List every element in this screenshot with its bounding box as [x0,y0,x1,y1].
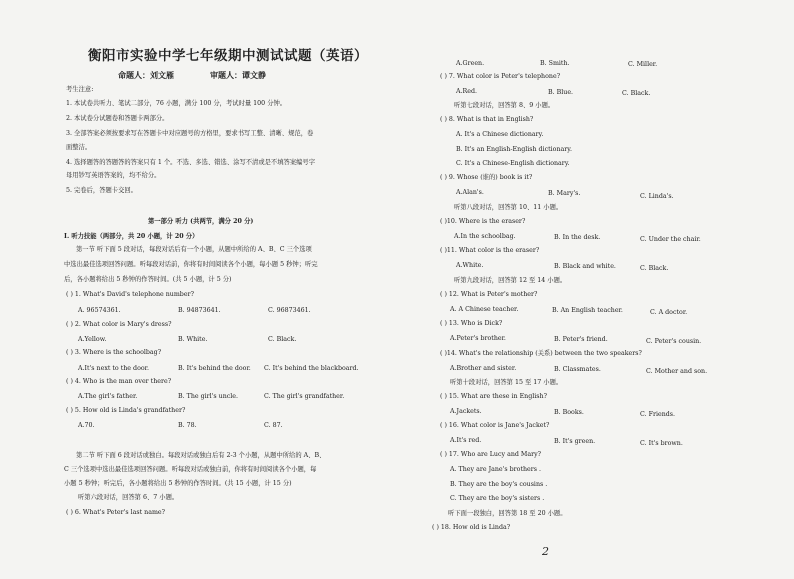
question-stem: ( ) 1. What's David's telephone number? [66,291,194,298]
option-c: C. Black. [640,265,669,272]
notice-line: 3. 全部答案必须按要求写在答题卡中对应题号的方格里，要求书写工整、清晰、规范，卷 [66,130,314,137]
option-b: B. White. [178,336,208,343]
page-number: 2 [542,545,549,558]
section2-intro: 第二节 听下面 6 段对话或独白。每段对话或独白后有 2-3 个小题，从题中所给的 A、B、 [76,452,326,459]
question-stem: ( ) 18. How old is Linda? [432,524,511,531]
option-a: A.Red. [456,88,478,95]
option-a: A.In the schoolbag. [454,233,516,240]
option-b: B. The girl's uncle. [178,393,239,400]
notice-line: 5. 完卷后，答题卡交回。 [66,187,137,194]
option-b: B. They are the boy's cousins . [450,481,548,488]
question-stem: ( ) 8. What is that in English? [440,116,534,123]
option-c: C. Peter's cousin. [646,338,702,345]
option-a: A.Jackets. [450,408,482,415]
question-stem: ( ) 6. What's Peter's last name? [66,509,166,516]
option-b: B. Classmates. [554,366,601,373]
option-c: C. It's a Chinese-English dictionary. [456,160,570,167]
option-a: A. It's a Chinese dictionary. [456,131,544,138]
option-a: A.The girl's father. [78,393,138,400]
option-c: C. They are the boy's sisters . [450,495,545,502]
question-stem: ( )14. What's the relationship (关系) between the two speakers? [440,350,642,357]
option-b: B. 78. [178,422,197,429]
listening-instruction: 听下面一段独白，回答第 18 至 20 小题。 [448,510,567,517]
listening-instruction: 听第六段对话，回答第 6、7 小题。 [78,494,179,501]
option-b: B. Smith. [540,60,570,67]
question-stem: ( )11. What color is the eraser? [440,247,540,254]
option-b: B. Books. [554,409,584,416]
option-b: B. It's green. [554,438,596,445]
option-b: B. In the desk. [554,234,601,241]
option-a: A.Green. [456,60,485,67]
option-a: A.70. [78,422,95,429]
listening-instruction: 听第七段对话，回答第 8、9 小题。 [454,102,555,109]
notice-line: 面整洁。 [66,144,92,151]
option-a: A.Yellow. [78,336,107,343]
question-stem: ( )10. Where is the eraser? [440,218,526,225]
option-c: C. Mother and son. [646,368,708,375]
section1-title: Ⅰ. 听力技能（两部分，共 20 小题，计 20 分） [64,233,199,240]
option-c: C. Black. [622,90,651,97]
question-stem: ( ) 13. Who is Dick? [440,320,503,327]
section1-intro: 后，各小题将给出 5 秒钟的作答时间。(共 5 小题，计 5 分) [64,276,232,283]
notice-title: 考生注意: [66,86,94,93]
section2-intro: C 三个选项中选出最佳选项回答问题。听每段对话或独白前，你将有时间阅读各个小题，每 [64,466,317,473]
question-stem: ( ) 12. What is Peter's mother? [440,291,538,298]
option-b: B. Black and white. [554,263,616,270]
section1-intro: 中选出最佳选项回答问题。听每段对话前，你将有时间阅读各个小题，每小题 5 秒钟；听完 [64,261,318,268]
option-c: C. 96873461. [268,307,311,314]
option-a: A.White. [456,262,484,269]
option-c: C. The girl's grandfather. [264,393,345,400]
option-a: A. A Chinese teacher. [450,306,519,313]
question-stem: ( ) 9. Whose (谁的) book is it? [440,174,533,181]
option-c: C. Friends. [640,411,676,418]
part1-header: 第一部分 听力 (共两节，满分 20 分) [148,218,254,225]
question-setter: 命题人：刘文雁 [118,70,174,80]
option-c: C. It's brown. [640,440,683,447]
question-stem: ( ) 16. What color is Jane's Jacket? [440,422,550,429]
option-a: A. 96574361. [78,307,121,314]
section2-intro: 小题 5 秒钟；听完后，各小题将给出 5 秒钟的作答时间。(共 15 小题，计 15 分) [64,480,292,487]
option-c: C. It's behind the blackboard. [264,365,359,372]
listening-instruction: 听第九段对话，回答第 12 至 14 小题。 [454,277,567,284]
option-a: A.Alan's. [456,189,484,196]
question-stem: ( ) 7. What color is Peter's telephone? [440,73,561,80]
notice-line: 2. 本试卷分试题卷和答题卡两部分。 [66,115,169,122]
option-a: A.Brother and sister. [450,365,517,372]
listening-instruction: 听第八段对话，回答第 10、11 小题。 [454,204,563,211]
option-a: A.It's red. [450,437,482,444]
notice-line: 1. 本试卷共听力、笔试二部分，76 小题，满分 100 分，考试时量 100 分钟。 [66,100,287,107]
option-a: A. They are Jane's brothers . [450,466,541,473]
option-b: B. It's behind the door. [178,365,251,372]
option-c: C. Under the chair. [640,236,701,243]
question-stem: ( ) 4. Who is the man over there? [66,378,172,385]
option-c: C. Black. [268,336,297,343]
option-b: B. Mary's. [548,190,581,197]
option-c: C. 87. [264,422,283,429]
notice-line: 母用钞写英语答案的，均不给分。 [66,172,161,179]
question-stem: ( ) 5. How old is Linda's grandfather? [66,407,186,414]
option-a: A.It's next to the door. [78,365,149,372]
option-b: B. Blue. [548,89,574,96]
option-b: B. 94873641. [178,307,221,314]
notice-line: 4. 选择题答的答题答的答案只有 1 个。不选、多选、错选、涂写不清或是不填答案编号字 [66,159,316,166]
option-b: B. An English teacher. [552,307,623,314]
option-a: A.Peter's brother. [450,335,506,342]
option-b: B. It's an English-English dictionary. [456,146,572,153]
option-b: B. Peter's friend. [554,336,608,343]
question-reviewer: 审题人：谭文静 [210,70,266,80]
question-stem: ( ) 17. Who are Lucy and Mary? [440,451,542,458]
question-stem: ( ) 15. What are these in English? [440,393,547,400]
question-stem: ( ) 3. Where is the schoolbag? [66,349,162,356]
exam-title: 衡阳市实验中学七年级期中测试试题（英语） [88,48,368,64]
question-stem: ( ) 2. What color is Mary's dress? [66,321,172,328]
section1-intro: 第一节 听下面 5 段对话，每段对话后有一个小题，从题中所给的 A、B、C 三个选项 [76,246,312,253]
option-c: C. Linda's. [640,193,674,200]
option-c: C. A doctor. [650,309,688,316]
option-c: C. Miller. [628,61,658,68]
listening-instruction: 听第十段对话，回答第 15 至 17 小题。 [450,379,563,386]
